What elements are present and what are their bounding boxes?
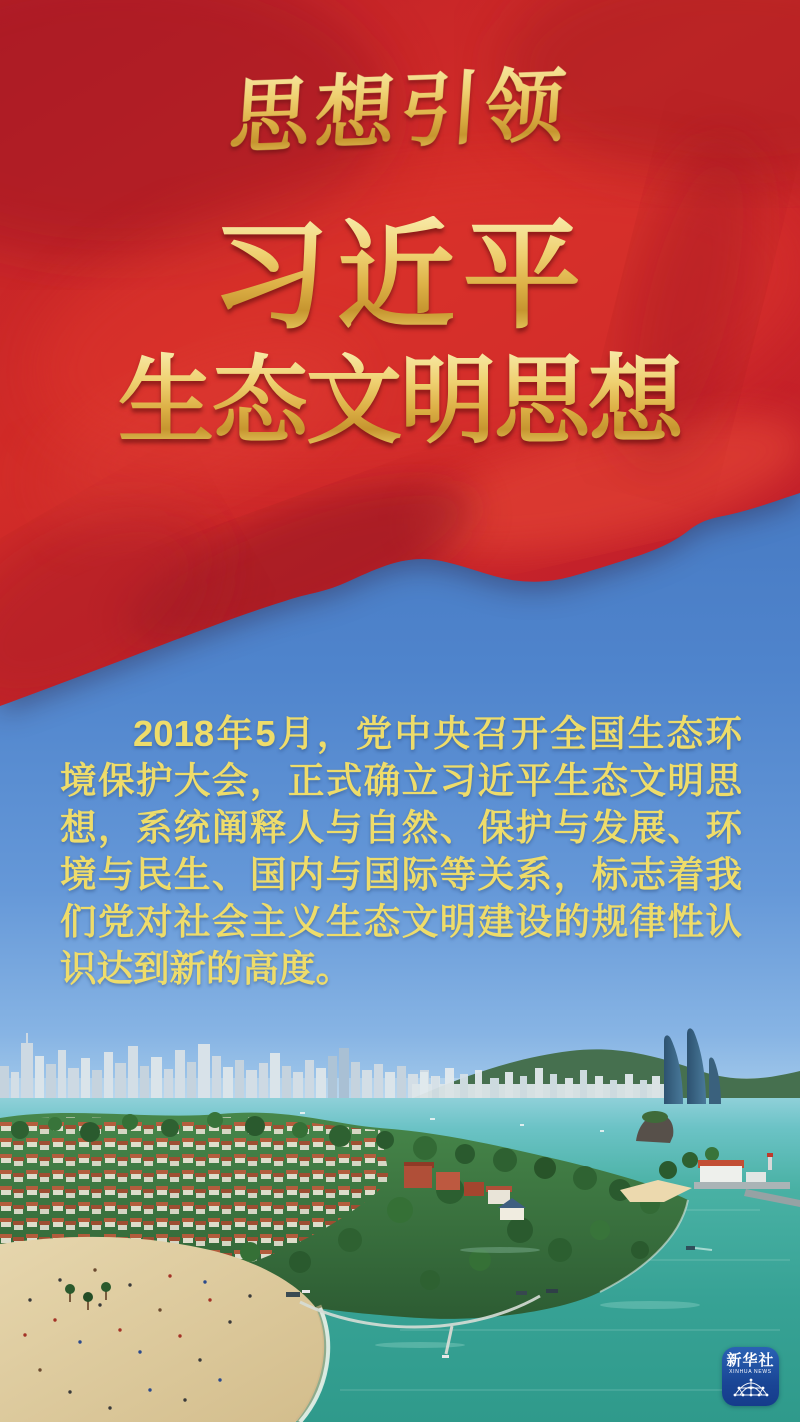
globe-network-icon [731,1377,771,1398]
logo-name-en: XINHUA NEWS [729,1369,772,1375]
main-title-line2: 生态文明思想 [0,350,800,454]
calligraphy-heading: 思想引领 [0,50,800,174]
xinhua-logo [722,1347,779,1406]
body-paragraph: 2018年5月，党中央召开全国生态环境保护大会，正式确立习近平生态文明思想，系统阐释人与自然、保护与发展、环境与民生、国内与国际等关系，标志着我们党对社会主义生态文明建设的规律性认识达到新的高度。 [60,713,742,989]
main-title-line1: 习近平 [0,216,800,340]
logo-name-cn: 新华社 [726,1352,775,1369]
